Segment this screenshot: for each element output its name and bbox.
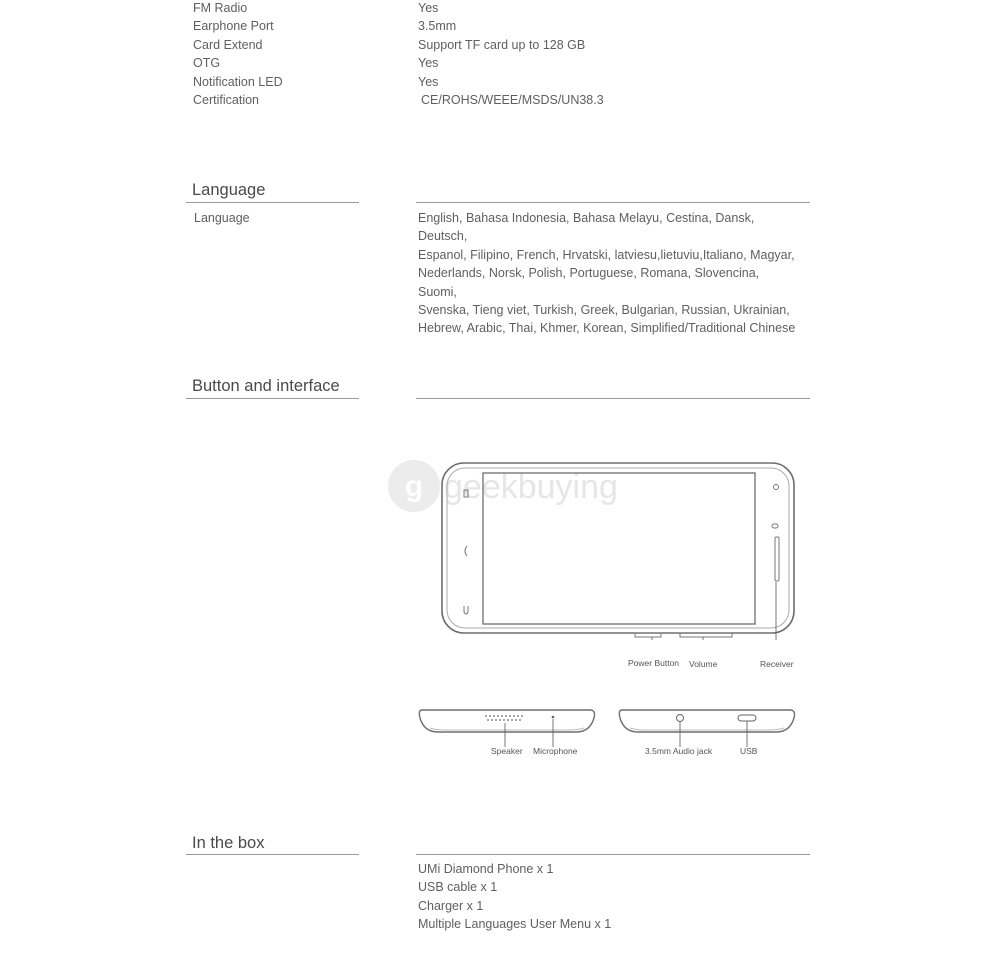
front-camera-icon (774, 485, 779, 490)
language-line: Hebrew, Arabic, Thai, Khmer, Korean, Simplified/Traditional Chinese (418, 321, 796, 336)
language-line: English, Bahasa Indonesia, Bahasa Melayu, Cestina, Dansk, Deutsch, (418, 211, 755, 244)
spec-label-otg: OTG (193, 56, 221, 70)
section-rule-left (186, 202, 359, 203)
list-item: USB cable x 1 (418, 880, 498, 895)
spec-label-notification-led: Notification LED (193, 75, 283, 89)
callout-microphone: Microphone (533, 746, 578, 756)
spec-value-earphone-port: 3.5mm (418, 19, 457, 33)
spec-value-certification: CE/ROHS/WEEE/MSDS/UN38.3 (421, 93, 604, 107)
callout-speaker: Speaker (491, 746, 523, 756)
section-title-language: Language (192, 181, 266, 199)
section-rule-right (416, 854, 810, 855)
language-line: Nederlands, Norsk, Polish, Portuguese, Romana, Slovencina, Suomi, (418, 266, 760, 299)
section-rule-right (416, 202, 810, 203)
audio-jack-hole (677, 715, 684, 722)
back-key-icon (464, 606, 468, 614)
watermark-letter: g (404, 470, 424, 503)
language-label: Language (194, 211, 250, 225)
phone-front-illustration (440, 460, 800, 640)
watermark-text: geekbuying (444, 468, 618, 506)
speaker-grille (485, 715, 523, 721)
receiver-grille (775, 537, 779, 581)
language-line: Svenska, Tieng viet, Turkish, Greek, Bulgarian, Russian, Ukrainian, (418, 303, 790, 318)
callout-power-button: Power Button (628, 658, 680, 668)
spec-label-certification: Certification (193, 93, 259, 107)
spec-label-card-extend: Card Extend (193, 38, 263, 52)
list-item: Multiple Languages User Menu x 1 (418, 917, 612, 932)
section-rule-left (186, 398, 359, 399)
spec-label-earphone-port: Earphone Port (193, 19, 274, 33)
spec-value-fm-radio: Yes (418, 1, 439, 15)
section-title-button-interface: Button and interface (192, 377, 340, 395)
callout-audio-jack: 3.5mm Audio jack (645, 746, 713, 756)
spec-value-otg: Yes (418, 56, 439, 70)
callout-receiver: Receiver (760, 659, 794, 669)
list-item: UMi Diamond Phone x 1 (418, 862, 554, 876)
language-line: Espanol, Filipino, French, Hrvatski, latviesu,lietuviu,Italiano, Magyar, (418, 247, 795, 262)
callout-usb: USB (740, 746, 758, 756)
spec-value-notification-led: Yes (418, 75, 439, 89)
spec-value-card-extend: Support TF card up to 128 GB (418, 38, 586, 52)
section-rule-right (416, 398, 810, 399)
section-title-in-the-box: In the box (192, 834, 265, 852)
spec-label-fm-radio: FM Radio (193, 1, 248, 15)
menu-key-icon (464, 490, 468, 497)
phone-top-illustration (616, 704, 798, 748)
list-item: Charger x 1 (418, 898, 484, 913)
language-list (418, 209, 798, 338)
microphone-hole (552, 716, 555, 719)
box-contents-list (418, 860, 611, 934)
phone-bottom-illustration (416, 704, 598, 748)
home-key-icon (465, 546, 467, 556)
sensor-icon (772, 524, 778, 528)
callout-volume: Volume (689, 659, 718, 669)
usb-port (738, 715, 756, 721)
section-rule-left (186, 854, 359, 855)
